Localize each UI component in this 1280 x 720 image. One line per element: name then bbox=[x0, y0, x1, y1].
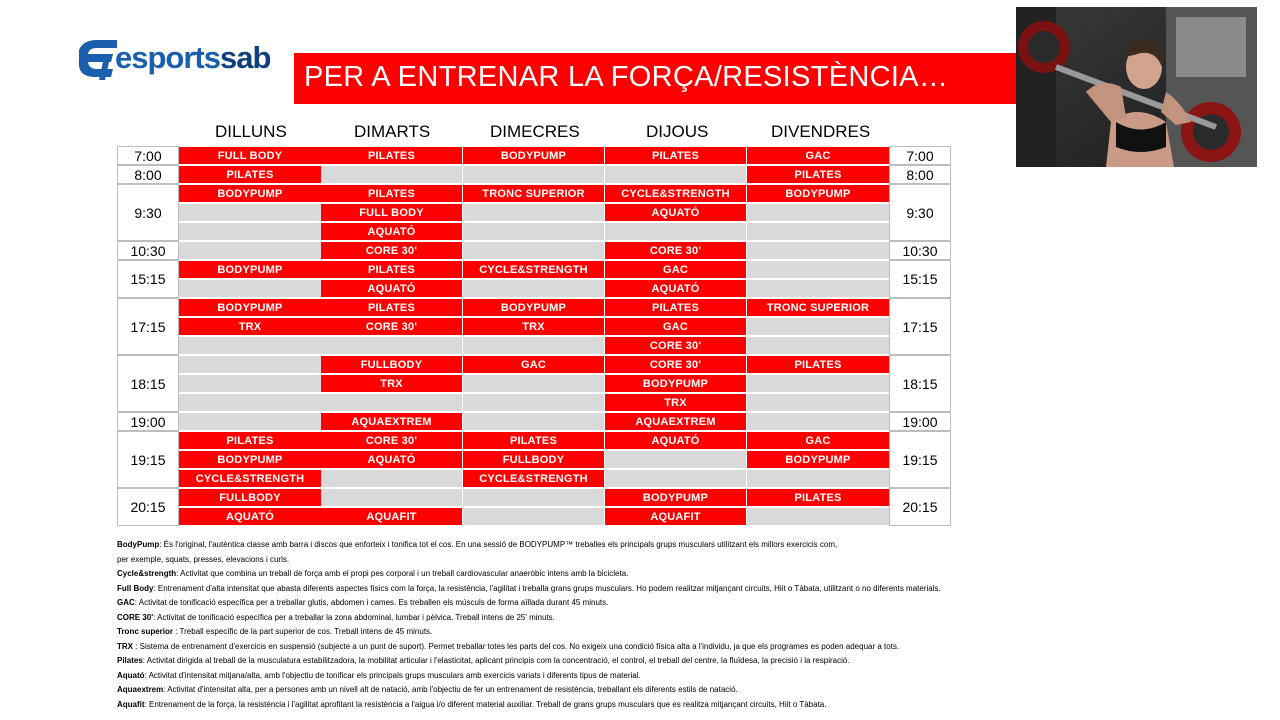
class-slot: AQUATÓ bbox=[605, 432, 746, 449]
class-slot: FULLBODY bbox=[179, 489, 321, 506]
class-slot: GAC bbox=[747, 147, 889, 164]
class-slot: CYCLE&STRENGTH bbox=[463, 470, 604, 487]
time-label-left: 20:15 bbox=[117, 488, 179, 526]
class-slot: FULL BODY bbox=[179, 147, 321, 164]
time-label-right: 17:15 bbox=[889, 298, 951, 355]
empty-slot bbox=[747, 337, 889, 354]
class-slot: CYCLE&STRENGTH bbox=[463, 261, 604, 278]
legend-description: : Entrenament de la força, la resistència i l'agilitat aprofitant la resistència a l'aigua i/o diferent material auxiliar. Treball de grans grups musculars que es realitza mitjançant circuits, Hiit o Tàbata. bbox=[144, 700, 827, 709]
time-label-left: 15:15 bbox=[117, 260, 179, 298]
class-slot: TRX bbox=[321, 375, 462, 392]
empty-slot bbox=[463, 223, 604, 240]
legend-term: BodyPump bbox=[117, 540, 160, 549]
class-slot: PILATES bbox=[605, 147, 746, 164]
empty-slot bbox=[605, 470, 746, 487]
page-title: PER A ENTRENAR LA FORÇA/RESISTÈNCIA… bbox=[304, 61, 949, 93]
legend-description: : Treball específic de la part superior de cos. Treball intens de 45 minuts. bbox=[173, 627, 433, 636]
empty-slot bbox=[463, 242, 604, 259]
class-slot: GAC bbox=[463, 356, 604, 373]
class-slot: BODYPUMP bbox=[605, 489, 746, 506]
class-slot: CORE 30' bbox=[321, 318, 462, 335]
class-slot: CORE 30' bbox=[321, 242, 462, 259]
legend-line bbox=[117, 656, 850, 665]
legend-line bbox=[117, 642, 899, 651]
empty-slot bbox=[463, 337, 604, 354]
legend-line bbox=[117, 584, 941, 593]
empty-slot bbox=[321, 394, 462, 411]
legend-line bbox=[117, 598, 608, 607]
time-label-left: 18:15 bbox=[117, 355, 179, 412]
empty-slot bbox=[605, 451, 746, 468]
class-slot: FULL BODY bbox=[321, 204, 462, 221]
time-label-left: 9:30 bbox=[117, 184, 179, 241]
empty-slot bbox=[179, 413, 321, 430]
legend-line bbox=[117, 613, 555, 622]
class-slot: PILATES bbox=[321, 261, 462, 278]
empty-slot bbox=[179, 356, 321, 373]
class-slot: PILATES bbox=[321, 299, 462, 316]
time-label-right: 10:30 bbox=[889, 241, 951, 260]
legend-term: Full Body bbox=[117, 584, 154, 593]
class-slot: CORE 30' bbox=[605, 242, 746, 259]
empty-slot bbox=[321, 489, 462, 506]
legend-description: : Activitat de tonificació específica per a treballar la zona abdominal, lumbar i pèlvica. Treball intens de 25' minuts. bbox=[153, 613, 555, 622]
empty-slot bbox=[747, 470, 889, 487]
time-label-right: 15:15 bbox=[889, 260, 951, 298]
empty-slot bbox=[747, 223, 889, 240]
logo-mark-icon bbox=[73, 36, 121, 86]
empty-slot bbox=[605, 166, 746, 183]
legend-line bbox=[117, 555, 289, 564]
class-slot: AQUATÓ bbox=[321, 223, 462, 240]
legend-description: : Activitat d'intensitat alta, per a persones amb un nivell alt de natació, amb l'objectiu de fer un entrenament de resistència, treballant els diferents estils de natació. bbox=[163, 685, 738, 694]
class-slot: PILATES bbox=[179, 432, 321, 449]
class-slot: AQUAFIT bbox=[321, 508, 462, 525]
empty-slot bbox=[463, 166, 604, 183]
class-slot: AQUATÓ bbox=[321, 280, 462, 297]
empty-slot bbox=[463, 413, 604, 430]
day-header-dijous: DIJOUS bbox=[646, 122, 709, 141]
class-slot: GAC bbox=[605, 261, 746, 278]
class-slot: CYCLE&STRENGTH bbox=[179, 470, 321, 487]
time-label-left: 19:15 bbox=[117, 431, 179, 488]
class-slot: BODYPUMP bbox=[179, 185, 321, 202]
empty-slot bbox=[463, 394, 604, 411]
legend-line bbox=[117, 627, 432, 636]
class-slot: GAC bbox=[605, 318, 746, 335]
class-slot: BODYPUMP bbox=[179, 261, 321, 278]
empty-slot bbox=[463, 280, 604, 297]
empty-slot bbox=[605, 223, 746, 240]
class-slot: FULLBODY bbox=[463, 451, 604, 468]
day-header-divendres: DIVENDRES bbox=[771, 122, 871, 141]
title-banner bbox=[294, 53, 1016, 104]
class-slot: AQUATÓ bbox=[605, 280, 746, 297]
legend-description: : Activitat que combina un treball de força amb el propi pes corporal i un treball cardiovascular anaeròbic intens amb la bicicleta. bbox=[176, 569, 629, 578]
empty-slot bbox=[321, 337, 462, 354]
class-slot: AQUATÓ bbox=[605, 204, 746, 221]
class-slot: PILATES bbox=[747, 489, 889, 506]
empty-slot bbox=[747, 318, 889, 335]
empty-slot bbox=[179, 242, 321, 259]
time-label-right: 18:15 bbox=[889, 355, 951, 412]
empty-slot bbox=[463, 204, 604, 221]
legend-line bbox=[117, 700, 826, 709]
empty-slot bbox=[747, 261, 889, 278]
empty-slot bbox=[747, 242, 889, 259]
legend-description: : Activitat dirigida al treball de la musculatura estabilitzadora, la mobilitat articular i l'elasticitat, aplicant principis com la concentració, el control, el treball del centre, la fluïdesa, la precisió i la respiració. bbox=[142, 656, 850, 665]
class-slot: TRONC SUPERIOR bbox=[747, 299, 889, 316]
class-slot: AQUAFIT bbox=[605, 508, 746, 525]
empty-slot bbox=[747, 508, 889, 525]
class-slot: PILATES bbox=[747, 356, 889, 373]
time-label-left: 17:15 bbox=[117, 298, 179, 355]
legend-term: Cycle&strength bbox=[117, 569, 177, 578]
legend-line bbox=[117, 540, 837, 549]
class-slot: PILATES bbox=[747, 166, 889, 183]
class-slot: AQUATÓ bbox=[321, 451, 462, 468]
legend-term: Tronc superior bbox=[117, 627, 174, 636]
legend-description: : Entrenament d'alta intensitat que abasta diferents aspectes físics com la força, la resistència, l'agilitat i treballa grans grups musculars. Ho podem realitzar mitjançant circuits, Hiit o Tàbata, utilitzant o no diferents materials. bbox=[153, 584, 941, 593]
legend-description: : És l'original, l'autèntica classe amb barra i discos que enforteix i tonifica tot el cos. En una sessió de BODYPUMP™ treballes els principals grups musculars utilitzant els millors exercicis com, bbox=[159, 540, 838, 549]
legend-term: Aquafit bbox=[117, 700, 145, 709]
empty-slot bbox=[179, 394, 321, 411]
empty-slot bbox=[321, 470, 462, 487]
class-slot: BODYPUMP bbox=[747, 451, 889, 468]
class-slot: CYCLE&STRENGTH bbox=[605, 185, 746, 202]
class-slot: TRONC SUPERIOR bbox=[463, 185, 604, 202]
time-label-left: 8:00 bbox=[117, 165, 179, 184]
logo-text: esportssab bbox=[115, 40, 271, 75]
legend-line bbox=[117, 685, 738, 694]
time-label-left: 19:00 bbox=[117, 412, 179, 431]
time-label-left: 10:30 bbox=[117, 241, 179, 260]
empty-slot bbox=[179, 337, 321, 354]
class-slot: BODYPUMP bbox=[747, 185, 889, 202]
legend-description: : Sistema de entrenament d'exercicis en suspensió (subjecte a un punt de suport). Permet treballar totes les parts del cos. No exigeix una condició física alta a l'individu, ja que els programes es poden adequar a tots. bbox=[133, 642, 900, 651]
class-slot: GAC bbox=[747, 432, 889, 449]
class-slot: AQUAEXTREM bbox=[321, 413, 462, 430]
legend-term: GAC bbox=[117, 598, 135, 607]
class-slot: PILATES bbox=[463, 432, 604, 449]
empty-slot bbox=[321, 166, 462, 183]
legend-term: Pilates bbox=[117, 656, 143, 665]
class-slot: AQUATÓ bbox=[179, 508, 321, 525]
time-label-right: 19:00 bbox=[889, 412, 951, 431]
day-header-dimecres: DIMECRES bbox=[490, 122, 580, 141]
empty-slot bbox=[747, 204, 889, 221]
class-slot: CORE 30' bbox=[321, 432, 462, 449]
empty-slot bbox=[463, 508, 604, 525]
class-slot: FULLBODY bbox=[321, 356, 462, 373]
class-slot: BODYPUMP bbox=[463, 299, 604, 316]
empty-slot bbox=[179, 375, 321, 392]
day-header-dimarts: DIMARTS bbox=[354, 122, 431, 141]
time-label-left: 7:00 bbox=[117, 146, 179, 165]
empty-slot bbox=[179, 223, 321, 240]
class-slot: PILATES bbox=[179, 166, 321, 183]
legend-term: CORE 30' bbox=[117, 613, 154, 622]
legend-term: TRX bbox=[117, 642, 133, 651]
class-slot: BODYPUMP bbox=[605, 375, 746, 392]
class-slot: TRX bbox=[179, 318, 321, 335]
class-slot: CORE 30' bbox=[605, 337, 746, 354]
athlete-photo bbox=[1016, 7, 1257, 167]
legend-term: Aquató bbox=[117, 671, 145, 680]
empty-slot bbox=[179, 204, 321, 221]
class-slot: BODYPUMP bbox=[463, 147, 604, 164]
legend-line bbox=[117, 569, 628, 578]
class-slot: TRX bbox=[463, 318, 604, 335]
schedule-grid bbox=[117, 146, 951, 523]
empty-slot bbox=[179, 280, 321, 297]
empty-slot bbox=[747, 413, 889, 430]
class-slot: AQUAEXTREM bbox=[605, 413, 746, 430]
class-slot: PILATES bbox=[605, 299, 746, 316]
day-header-dilluns: DILLUNS bbox=[215, 122, 287, 141]
empty-slot bbox=[747, 280, 889, 297]
legend-description: per exemple, squats, presses, elevacions i curls. bbox=[117, 555, 290, 564]
class-slot: PILATES bbox=[321, 185, 462, 202]
legend-term: Aquaextrem bbox=[117, 685, 164, 694]
class-slot: BODYPUMP bbox=[179, 451, 321, 468]
empty-slot bbox=[463, 375, 604, 392]
empty-slot bbox=[747, 394, 889, 411]
esportssab-logo bbox=[73, 36, 273, 88]
time-label-right: 20:15 bbox=[889, 488, 951, 526]
time-label-right: 19:15 bbox=[889, 431, 951, 488]
class-slot: PILATES bbox=[321, 147, 462, 164]
legend-description: : Activitat de tonificació específica per a treballar glutis, abdomen i cames. Es treballen els músculs de forma aïllada durant 45 minuts. bbox=[134, 598, 609, 607]
legend-description: : Activitat d'intensitat mitjana/alta, amb l'objectiu de tonificar els principals grups musculars amb exercicis variats i diferents tipus de material. bbox=[144, 671, 641, 680]
empty-slot bbox=[747, 375, 889, 392]
time-label-right: 7:00 bbox=[889, 146, 951, 165]
class-slot: BODYPUMP bbox=[179, 299, 321, 316]
time-label-right: 9:30 bbox=[889, 184, 951, 241]
class-slot: CORE 30' bbox=[605, 356, 746, 373]
empty-slot bbox=[463, 489, 604, 506]
time-label-right: 8:00 bbox=[889, 165, 951, 184]
legend-line bbox=[117, 671, 641, 680]
class-slot: TRX bbox=[605, 394, 746, 411]
